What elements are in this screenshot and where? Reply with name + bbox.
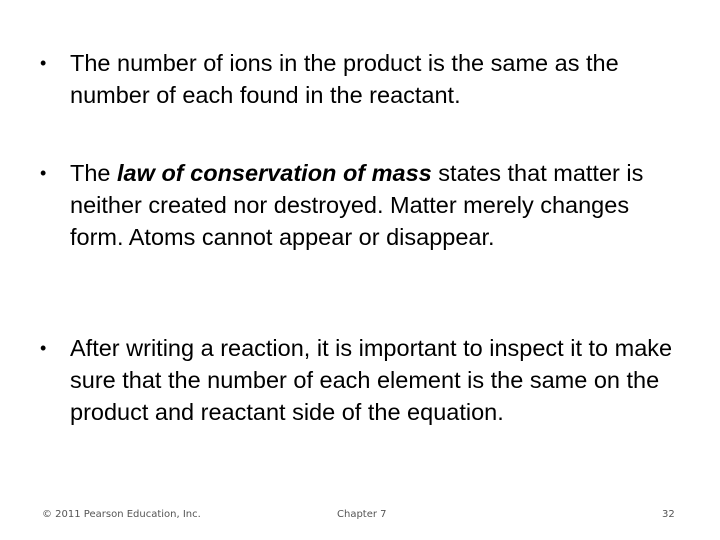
bullet-text-suffix: states that matter is neither created nor destroyed. Matter merely changes form. Atoms cannot appear or disappear.: [70, 160, 644, 250]
bullet-marker: •: [40, 338, 47, 358]
bullet-marker: •: [40, 163, 47, 183]
footer-chapter: Chapter 7: [337, 509, 387, 520]
key-term: law of conservation of mass: [117, 160, 432, 186]
bullet-item-ions: [40, 47, 680, 111]
bullet-text-inspect-reaction: After writing a reaction, it is important to inspect it to make sure that the number of each element is the same on the product and reactant side of the equation.: [70, 335, 673, 425]
footer-page-number: 32: [662, 509, 675, 520]
bullet-item-inspect-reaction: [40, 332, 680, 428]
footer-copyright: © 2011 Pearson Education, Inc.: [42, 509, 201, 520]
bullet-item-conservation-law: [40, 157, 680, 253]
bullet-text-ions: The number of ions in the product is the same as the number of each found in the reactant.: [70, 50, 619, 108]
bullet-text-conservation-law: [70, 157, 682, 253]
bullet-marker: •: [40, 53, 47, 73]
bullet-text-prefix: The: [70, 160, 118, 186]
